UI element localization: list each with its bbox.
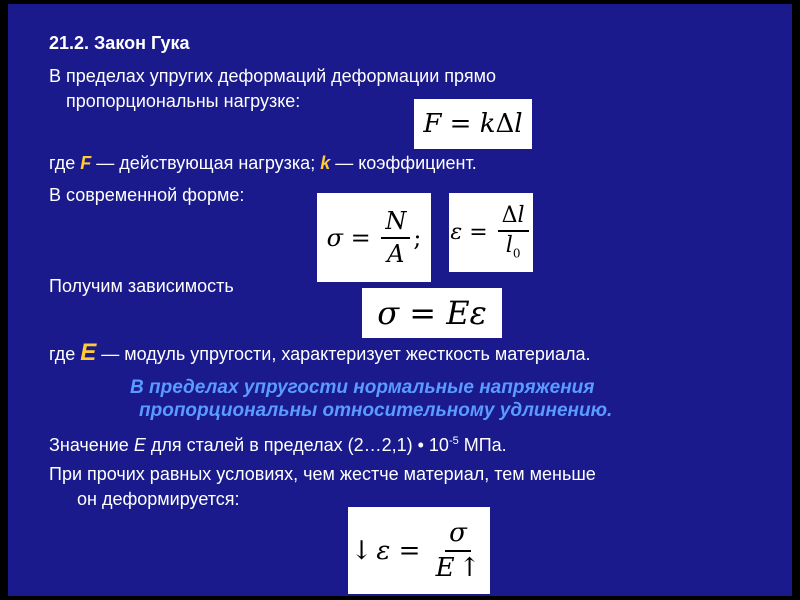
formula-symbol: E bbox=[446, 294, 470, 332]
text-line-8 bbox=[49, 430, 507, 456]
text-fragment: Значение bbox=[49, 435, 134, 455]
fraction-denominator bbox=[502, 232, 525, 261]
formula-strain bbox=[449, 193, 533, 272]
formula-symbol: l bbox=[517, 203, 525, 229]
text-fragment: МПа. bbox=[458, 435, 507, 455]
fraction bbox=[498, 204, 529, 261]
formula-stress bbox=[317, 193, 431, 282]
formula-symbol: E bbox=[435, 552, 455, 583]
fraction-numerator: N bbox=[381, 208, 410, 238]
frame-border-right bbox=[792, 0, 800, 600]
frame-border-top bbox=[0, 0, 800, 4]
formula-operator: = bbox=[342, 223, 379, 252]
text-fragment: где bbox=[49, 344, 81, 364]
fraction bbox=[432, 519, 485, 582]
symbol-k: k bbox=[320, 153, 331, 173]
text-line-9: При прочих равных условиях, чем жестче материал, тем меньше bbox=[49, 464, 596, 484]
formula-symbol: σ bbox=[326, 223, 343, 252]
formula-symbol: ε bbox=[376, 535, 391, 566]
formula-hooke bbox=[414, 99, 532, 149]
text-line-3 bbox=[49, 152, 477, 174]
fraction-numerator bbox=[498, 204, 529, 232]
formula-operator: = bbox=[390, 535, 429, 566]
text-fragment: для сталей в пределах (2…2,1) • 10 bbox=[145, 435, 449, 455]
fraction-numerator: σ bbox=[445, 519, 471, 552]
text-line-5: Получим зависимость bbox=[49, 276, 234, 296]
frame-border-bottom bbox=[0, 596, 800, 600]
frame-border-left bbox=[0, 0, 8, 600]
text-fragment: где bbox=[49, 153, 81, 173]
emphasis-line-2: пропорциональны относительному удлинению. bbox=[139, 400, 613, 421]
symbol-e: E bbox=[133, 435, 146, 455]
formula-operator: = bbox=[462, 220, 495, 245]
formula-symbol: l bbox=[514, 109, 523, 139]
fraction-denominator: A bbox=[387, 239, 405, 268]
text-line-2: пропорциональны нагрузке: bbox=[66, 91, 301, 111]
text-line-1: В пределах упругих деформаций деформации прямо bbox=[49, 66, 496, 86]
formula-symbol: Δ bbox=[501, 203, 518, 229]
formula-result bbox=[348, 507, 490, 594]
formula-symbol: ε bbox=[450, 220, 463, 245]
fraction-denominator bbox=[432, 552, 485, 583]
formula-law bbox=[362, 288, 502, 338]
text-line-6 bbox=[49, 339, 591, 366]
text-line-10: он деформируется: bbox=[77, 489, 240, 509]
formula-operator: = bbox=[441, 109, 480, 139]
text-fragment: — действующая нагрузка; bbox=[91, 153, 321, 173]
formula-symbol: l bbox=[505, 233, 513, 259]
emphasis-line-1: В пределах упругости нормальные напряжения bbox=[130, 377, 595, 398]
formula-symbol: F bbox=[423, 109, 442, 139]
fraction bbox=[381, 208, 410, 267]
symbol-f: F bbox=[80, 153, 92, 173]
formula-operator: = bbox=[399, 294, 447, 332]
text-line-4: В современной форме: bbox=[49, 185, 245, 205]
formula-punctuation: ; bbox=[413, 223, 422, 252]
formula-symbol: ε bbox=[469, 294, 487, 332]
text-fragment: — модуль упругости, характеризует жесткость материала. bbox=[96, 344, 591, 364]
formula-symbol: k bbox=[479, 109, 496, 139]
arrow-up-icon: ↑ bbox=[458, 552, 481, 583]
exponent: -5 bbox=[448, 435, 459, 447]
formula-subscript: 0 bbox=[512, 246, 521, 261]
formula-symbol: Δ bbox=[495, 109, 515, 139]
arrow-down-icon: ↓ bbox=[350, 535, 373, 566]
slide-title: 21.2. Закон Гука bbox=[49, 33, 190, 53]
symbol-e: E bbox=[80, 339, 97, 366]
text-fragment: — коэффициент. bbox=[330, 153, 477, 173]
formula-symbol: σ bbox=[377, 294, 400, 332]
